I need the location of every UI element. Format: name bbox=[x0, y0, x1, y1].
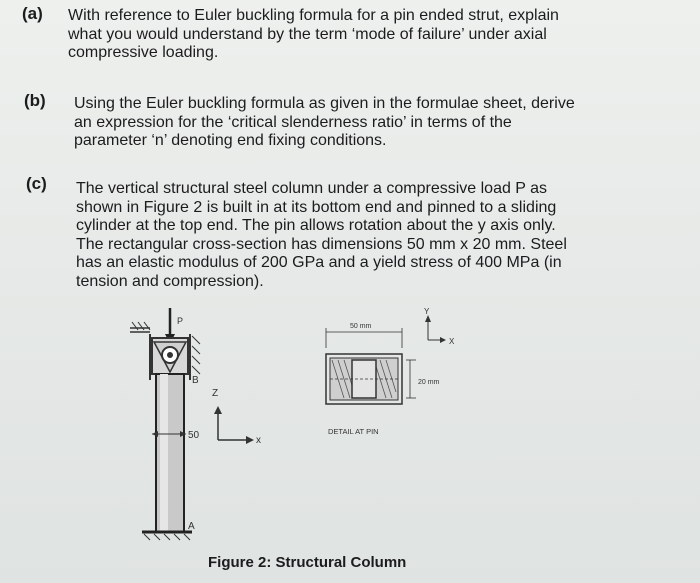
detail-width-label: 50 mm bbox=[350, 323, 372, 330]
question-b-label: (b) bbox=[24, 91, 46, 110]
question-c-line-4: The rectangular cross-section has dimensions 50 mm x 20 mm. Steel bbox=[76, 235, 567, 253]
point-a-label: A bbox=[188, 521, 195, 532]
pin-detail-diagram bbox=[326, 307, 455, 436]
question-a-line-3: compressive loading. bbox=[68, 44, 219, 61]
dimension-50-label: 50 bbox=[188, 430, 200, 441]
question-b-line-1: Using the Euler buckling formula as given in the formulae sheet, derive bbox=[74, 95, 575, 112]
question-a-label: (a) bbox=[22, 4, 43, 23]
load-label: P bbox=[177, 316, 184, 326]
structural-column-figure bbox=[130, 300, 510, 560]
question-c-line-5: has an elastic modulus of 200 GPa and a yield stress of 400 MPa (in bbox=[76, 254, 562, 271]
question-b-line-2: an expression for the ‘critical slenderness ratio’ in terms of the bbox=[74, 113, 512, 131]
question-c-line-3: cylinder at the top end. The pin allows rotation about the y axis only. bbox=[76, 217, 556, 234]
question-a-text bbox=[68, 7, 628, 63]
question-b-line-3: parameter ‘n’ denoting end fixing conditions. bbox=[74, 132, 387, 149]
detail-caption: DETAIL AT PIN bbox=[328, 427, 379, 436]
question-c-label: (c) bbox=[26, 174, 47, 193]
figure-caption: Figure 2: Structural Column bbox=[208, 554, 407, 571]
detail-x-axis-label: X bbox=[449, 337, 455, 346]
x-axis-label: x bbox=[256, 435, 261, 446]
question-b-text bbox=[74, 95, 634, 151]
detail-y-axis-label: Y bbox=[424, 307, 430, 316]
question-a-line-1: With reference to Euler buckling formula for a pin ended strut, explain bbox=[68, 7, 559, 24]
question-c-line-2: shown in Figure 2 is built in at its bottom end and pinned to a sliding bbox=[76, 198, 557, 216]
question-a-line-2: what you would understand by the term ‘mode of failure’ under axial bbox=[68, 25, 547, 43]
question-c-line-1: The vertical structural steel column under a compressive load P as bbox=[76, 180, 548, 197]
column-diagram bbox=[130, 308, 261, 540]
detail-height-label: 20 mm bbox=[418, 379, 440, 386]
question-c-line-6: tension and compression). bbox=[76, 272, 264, 290]
question-c-text bbox=[76, 180, 636, 291]
z-axis-label: Z bbox=[212, 388, 219, 399]
point-b-label: B bbox=[192, 375, 199, 386]
